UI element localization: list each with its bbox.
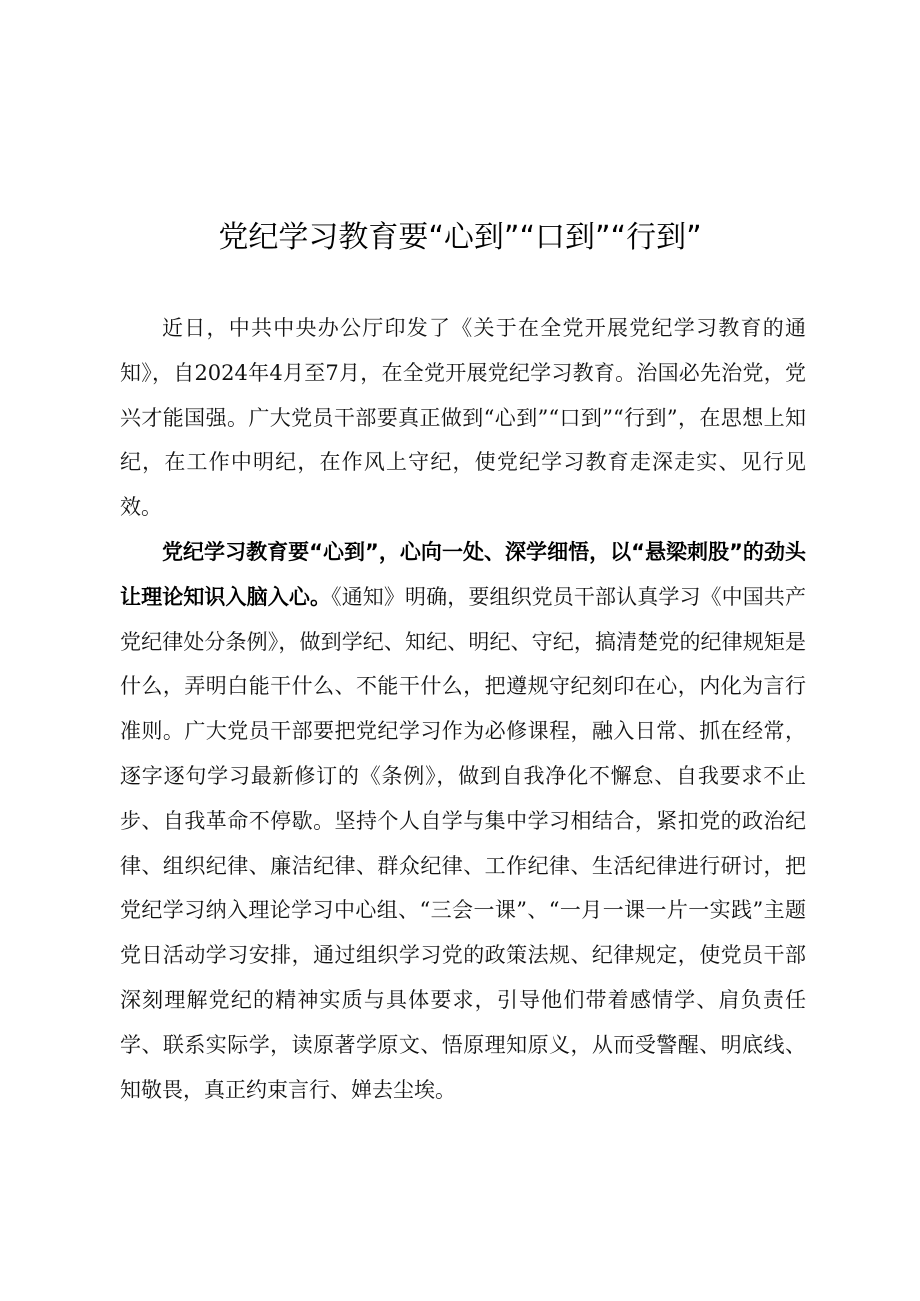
paragraph-xindao <box>120 530 806 1112</box>
paragraph-lead: 党纪学习教育要“心到”，心向一处、深学细悟，以“悬梁刺股”的劲头让理论知识入脑入心。 <box>120 539 806 609</box>
document-body <box>120 306 806 1112</box>
paragraph-intro <box>120 306 806 530</box>
paragraph-text: 近日，中共中央办公厅印发了《关于在全党开展党纪学习教育的通知》，自2024年4月至7月，在全党开展党纪学习教育。治国必先治党，党兴才能国强。广大党员干部要真正做到“心到”“口到”“行到”，在思想上知纪，在工作中明纪，在作风上守纪，使党纪学习教育走深走实、见行见效。 <box>120 316 806 520</box>
document-title: 党纪学习教育要“心到”“口到”“行到” <box>218 220 702 255</box>
paragraph-text: 《通知》明确，要组织党员干部认真学习《中国共产党纪律处分条例》，做到学纪、知纪、明纪、守纪，搞清楚党的纪律规矩是什么，弄明白能干什么、不能干什么，把遵规守纪刻印在心，内化为言行准则。广大党员干部要把党纪学习作为必修课程，融入日常、抓在经常，逐字逐句学习最新修订的《条例》，做到自我净化不懈怠、自我要求不止步、自我革命不停歇。坚持个人自学与集中学习相结合，紧扣党的政治纪律、组织纪律、廉洁纪律、群众纪律、工作纪律、生活纪律进行研讨，把党纪学习纳入理论学习中心组、“三会一课”、“一月一课一片一实践”主题党日活动学习安排，通过组织学习党的政策法规、纪律规定，使党员干部深刻理解党纪的精神实质与具体要求，引导他们带着感情学、肩负责任学、联系实际学，读原著学原文、悟原理知原义，从而受警醒、明底线、知敬畏，真正约束言行、婵去尘埃。 <box>120 584 806 1102</box>
